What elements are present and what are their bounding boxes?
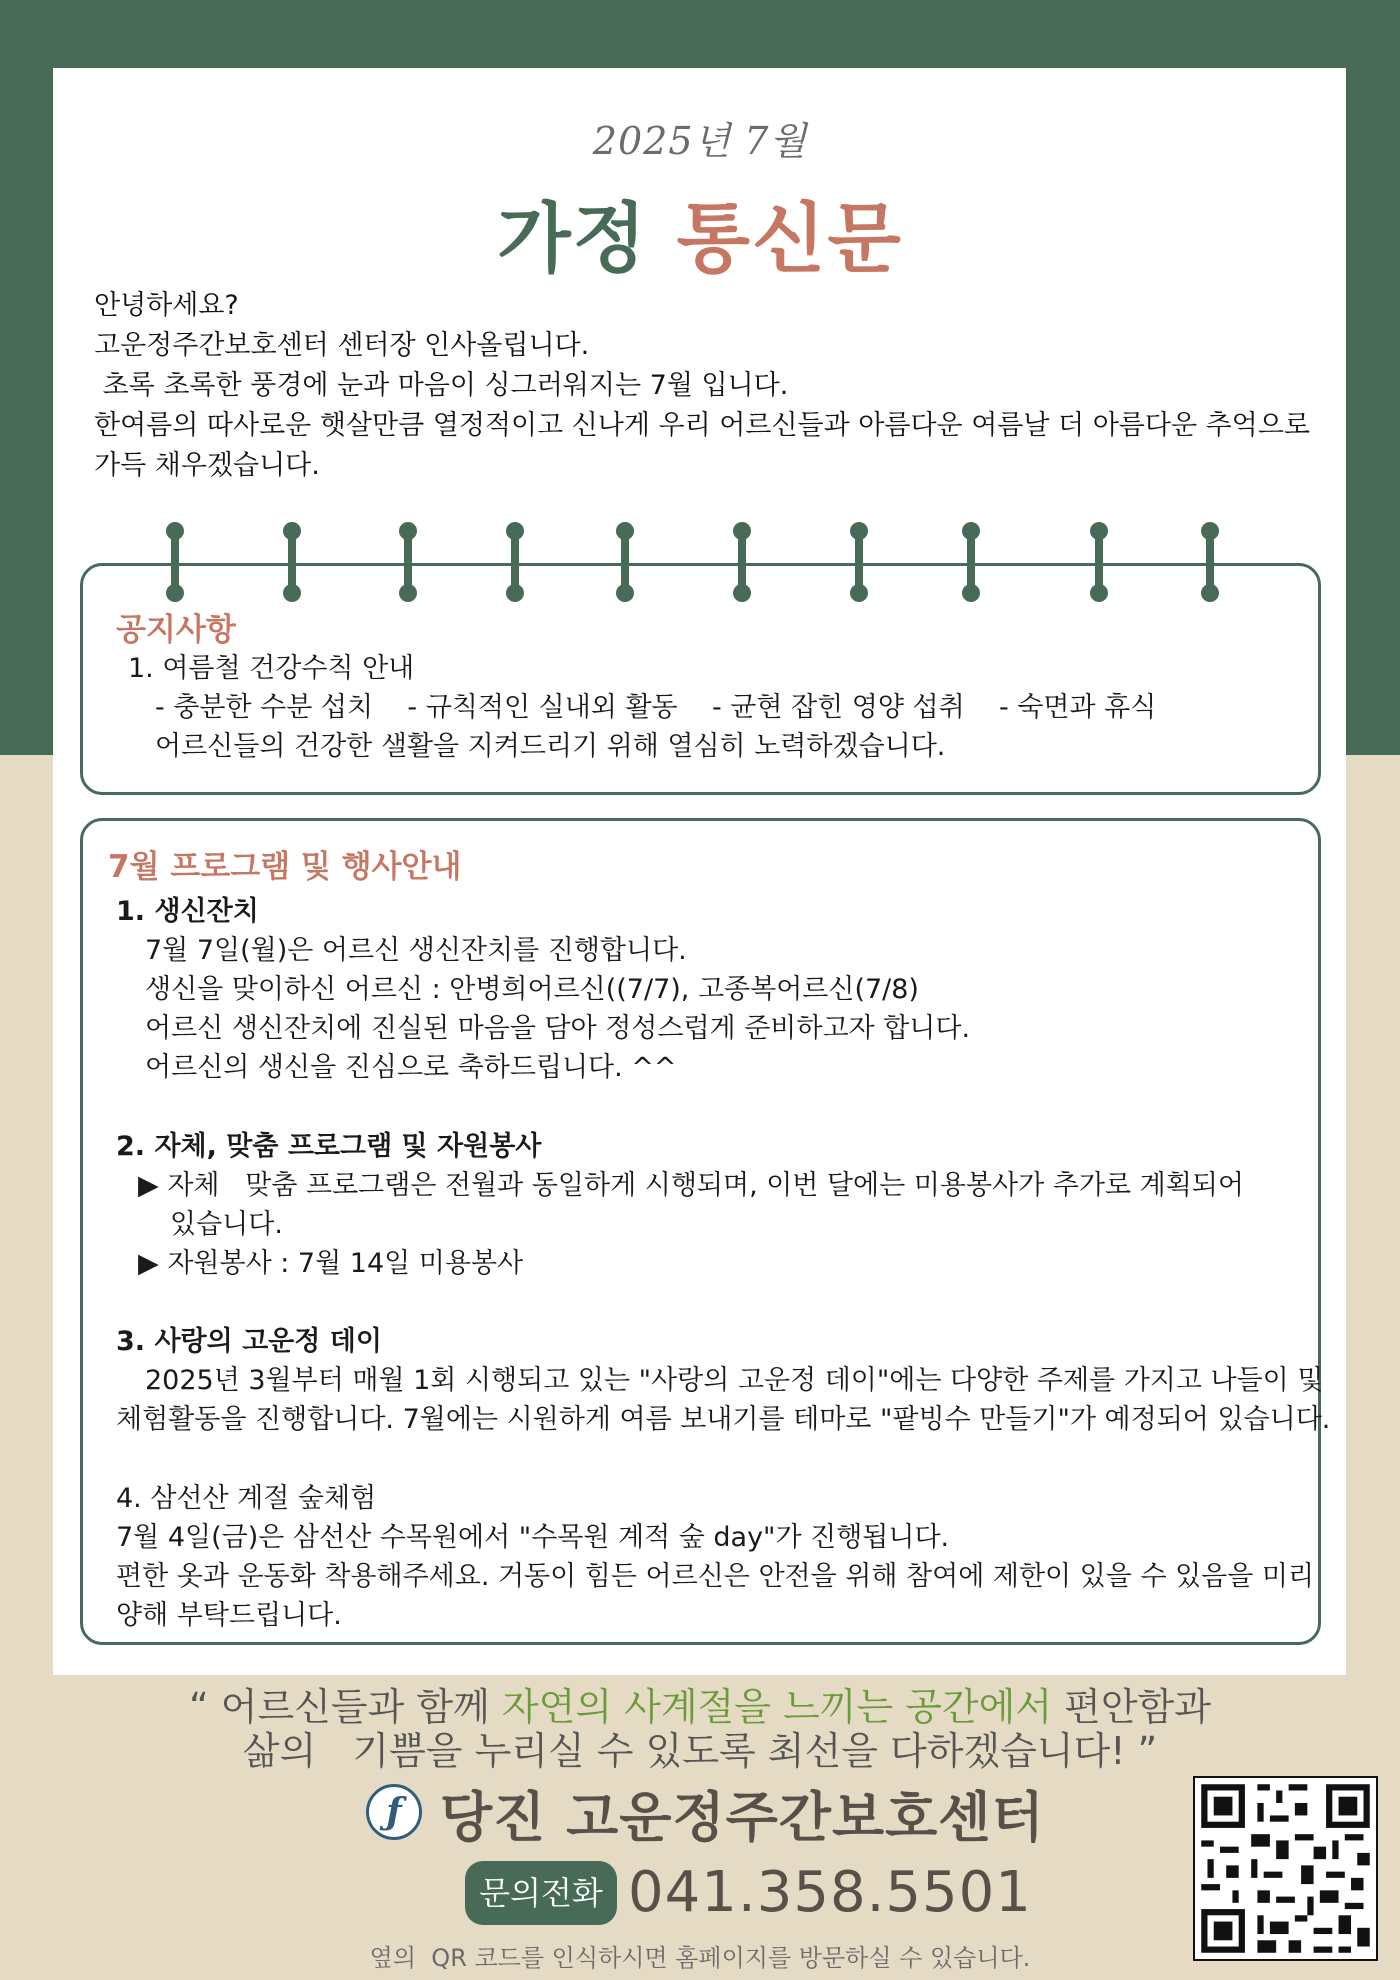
org-name: 당진 고운정주간보호센터 (440, 1786, 1045, 1849)
program-line: 7월 4일(금)은 삼선산 수목원에서 "수목원 계적 숲 day"가 진행됩니다. (116, 1522, 950, 1553)
quote-line-1 (0, 1685, 1400, 1729)
notice-bullets: - 충분한 수분 섭치 - 규칙적인 실내외 활동 - 균현 잡힌 영양 섭취 - 숙면과 휴식 (155, 692, 1157, 723)
program-line: 어르신의 생신을 진심으로 축하드립니다. ^^ (145, 1052, 677, 1083)
intro-line: 고운정주간보호센터 센터장 인사올립니다. (94, 330, 590, 361)
program-title: 7월 프로그램 및 행사안내 (108, 849, 462, 885)
intro-line: 초록 초록한 풍경에 눈과 마음이 싱그러워지는 7월 입니다. (94, 370, 789, 401)
intro-line: 한여름의 따사로운 햇살만큼 열정적이고 신나게 우리 어르신들과 아름다운 여름날 더 아름다운 추억으로 (94, 410, 1310, 441)
qr-note: 옆의 QR 코드를 인식하시면 홈페이지를 방문하실 수 있습니다. (369, 1944, 1031, 1972)
binder-ring-icon (733, 522, 751, 602)
intro-text (94, 286, 1334, 486)
notice-closing: 어르신들의 건강한 샐활을 지켜드리기 위해 열심히 노력하겠습니다. (155, 731, 946, 762)
program-section-title: 4. 삼선산 계절 숲체험 (116, 1483, 377, 1514)
binder-ring-icon (399, 522, 417, 602)
intro-line: 안녕하세요? (94, 290, 239, 321)
program-line: ▶ 자체 맞춤 프로그램은 전월과 동일하게 시행되며, 이번 달에는 미용봉사가 추가로 계획되어 (138, 1170, 1244, 1201)
title-part-1: 가정 (497, 194, 649, 283)
binder-ring-icon (283, 522, 301, 602)
page-title (0, 178, 1400, 287)
program-section-title: 1. 생신잔치 (116, 896, 259, 927)
binder-ring-icon (1201, 522, 1219, 602)
quote-highlight: 자연의 사계절을 느끼는 공간에서 (501, 1685, 1053, 1729)
program-line: 있습니다. (170, 1209, 283, 1240)
center-logo-icon: ƒ (366, 1784, 422, 1840)
qr-code-icon[interactable] (1193, 1776, 1378, 1961)
program-line: 2025년 3월부터 매월 1회 시행되고 있는 "사랑의 고운정 데이"에는 다양한 주제를 가지고 나들이 및 (145, 1365, 1324, 1396)
binder-ring-icon (616, 522, 634, 602)
program-section-title: 2. 자체, 맞춤 프로그램 및 자원봉사 (116, 1131, 542, 1162)
program-section-title: 3. 사랑의 고운정 데이 (116, 1326, 382, 1357)
binder-ring-icon (962, 522, 980, 602)
program-line: 편한 옷과 운동화 착용해주세요. 거동이 힘든 어르신은 안전을 위해 참여에 제한이 있을 수 있음을 미리 (116, 1561, 1315, 1592)
binder-ring-icon (1090, 522, 1108, 602)
title-part-2: 통신문 (676, 194, 903, 283)
program-line: ▶ 자원봉사 : 7월 14일 미용봉사 (138, 1248, 524, 1279)
program-line: 생신을 맞이하신 어르신 : 안병희어르신((7/7), 고종복어르신(7/8) (145, 974, 919, 1005)
binder-ring-icon (166, 522, 184, 602)
notice-item-title: 1. 여름철 건강수칙 안내 (128, 653, 415, 684)
quote-line-2: 삶의 기쁨을 누리실 수 있도록 최선을 다하겠습니다! ” (242, 1729, 1158, 1773)
program-line: 7월 7일(월)은 어르신 생신잔치를 진행합니다. (145, 935, 687, 966)
program-line: 체험활동을 진행합니다. 7월에는 시원하게 여름 보내기를 테마로 "팥빙수 만들기"가 예정되어 있습니다. (116, 1404, 1331, 1435)
quote-text: “ 어르신들과 함께 (189, 1685, 502, 1729)
newsletter-date: 2025년 7월 (592, 119, 808, 163)
intro-line: 가득 채우겠습니다. (94, 450, 320, 481)
program-line: 양해 부탁드립니다. (116, 1600, 342, 1631)
phone-number[interactable]: 041.358.5501 (628, 1860, 1032, 1925)
footer-quote (0, 1685, 1400, 1773)
program-line: 어르신 생신잔치에 진실된 마음을 담아 정성스럽게 준비하고자 합니다. (145, 1013, 971, 1044)
binder-ring-icon (850, 522, 868, 602)
binder-ring-icon (506, 522, 524, 602)
quote-text: 편안함과 (1052, 1685, 1211, 1729)
phone-label: 문의전화 (465, 1861, 617, 1925)
notice-title: 공지사항 (116, 612, 236, 648)
